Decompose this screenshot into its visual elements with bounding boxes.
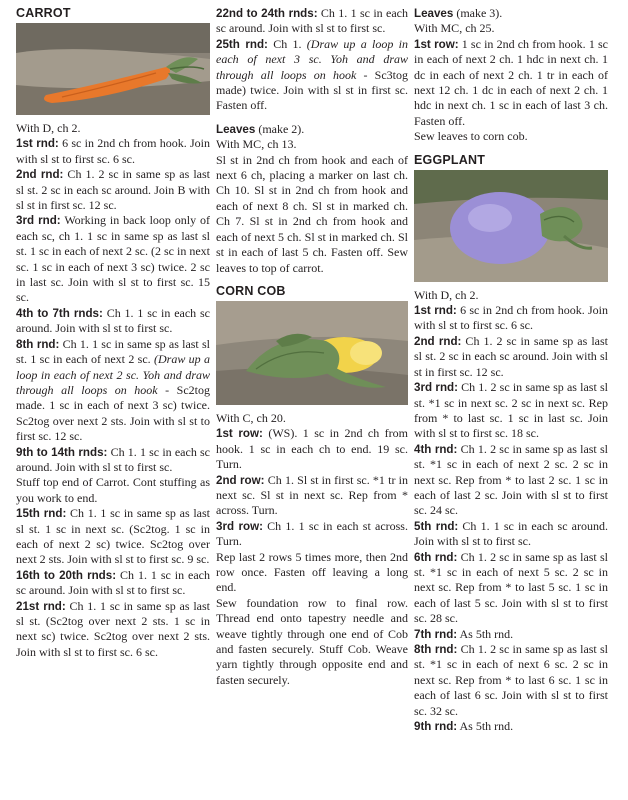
carrot-leaves-heading: Leaves (make 2). [216,121,305,136]
carrot-step: Stuff top end of Carrot. Cont stuffing as you work to end. [16,475,210,505]
corncob-heading: CORN COB [216,283,286,298]
eggplant-step: 7th rnd: As 5th rnd. [414,626,514,641]
eggplant-step: 4th rnd: Ch 1. 2 sc in same sp as last sl st. *1 sc in each of next 2 sc. 2 sc in next sc. Rep from * to last 2 sc. 1 sc in each of last 2 sc. Join with sl st to first sc. 24 sc. [414,441,609,518]
corncob-step: 3rd row: Ch 1. 1 sc in each st across. Turn. [216,518,408,549]
eggplant-step: 8th rnd: Ch 1. 2 sc in same sp as last sl st. *1 sc in each of next 6 sc. 2 sc in next sc. Rep from * to last 6 sc. 1 sc in each of last 6 sc. Join with sl st to first sc. 32 sc. [414,642,609,718]
carrot-step: 25th rnd: Ch 1. (Draw up a loop in each of next 3 sc. Yoh and draw through all loops on hook - Sc3tog made) twice. Join with sl st in first sc. Fasten off. [216,36,408,113]
eggplant-step: 2nd rnd: Ch 1. 2 sc in same sp as last sl st. 2 sc in each sc around. Join with sl st in first sc. 12 sc. [414,333,608,379]
carrot-step: 4th to 7th rnds: Ch 1. 1 sc in each sc around. Join with sl st to first sc. [16,305,211,336]
carrot-step: 8th rnd: Ch 1. 1 sc in same sp as last sl st. 1 sc in each of next 2 sc. (Draw up a loop in each of next 2 sc. Yoh and draw through all loops on hook - Sc2tog made. 1 sc in each of next 3 sc) twice. Sc2tog over next 2 sts. Join with sl st to first sc. 12 sc. [16,336,211,444]
column-3 [414,6,608,734]
carrot-step: 9th to 14th rnds: Ch 1. 1 sc in each sc around. Join with sl st to first sc. [16,444,211,474]
carrot-step: 15th rnd: Ch 1. 1 sc in same sp as last sl st. 1 sc in next sc. (Sc2tog. 1 sc in each of next 2 sc) twice. Sc2tog over next 2 sts. Join with sl st to first sc. 9 sc. [16,506,210,567]
carrot-step: 2nd rnd: Ch 1. 2 sc in same sp as last sl st. 2 sc in each sc around. Join B with sl st in first sc. 12 sc. [16,167,210,213]
column-2 [216,6,408,688]
corncob-leaves-step: Sew leaves to corn cob. [414,129,528,144]
carrot-leaves-intro: With MC, ch 13. [216,137,297,152]
carrot-leaves-text: Sl st in 2nd ch from hook and each of next 6 ch, placing a marker on last ch. Ch 10. Sl st in 2nd ch from hook and each of next 8 ch. Sl st in marked ch. Ch 7. Sl st in 2nd ch from hook and each of next 5 ch. Sl st in marked ch. Sl st in each of last 5 ch. Fasten off. Sew leaves to top of carrot. [216,152,408,275]
corncob-leaves-step: 1st row: 1 sc in 2nd ch from hook. 1 sc in each of next 2 ch. 1 hdc in next ch. 1 dc in each of next 2 ch. 1 tr in each of next 12 ch. 1 dc in each of next 2 ch. 1 hdc in next ch. 1 sc in each of last 3 ch. Fasten off. [414,36,608,128]
eggplant-step: 1st rnd: 6 sc in 2nd ch from hook. Join with sl st to first sc. 6 sc. [414,303,608,333]
carrot-photo [16,23,210,115]
carrot-step: 1st rnd: 6 sc in 2nd ch from hook. Join with sl st to first sc. 6 sc. [16,136,210,166]
eggplant-step: 9th rnd: As 5th rnd. [414,719,514,734]
eggplant-step: 5th rnd: Ch 1. 1 sc in each sc around. Join with sl st to first sc. [414,518,608,549]
carrot-intro: With D, ch 2. [16,121,81,135]
corncob-step: Rep last 2 rows 5 times more, then 2nd row once. Fasten off leaving a long end. [216,549,408,595]
column-1 [16,6,210,660]
carrot-step: 22nd to 24th rnds: Ch 1. 1 sc in each sc around. Join with sl st to first sc. [216,6,409,36]
carrot-step: 3rd rnd: Working in back loop only of each sc, ch 1. 1 sc in same sp as last sl st. 1 sc in each of next 2 sc. (2 sc in next sc. 1 sc in each of next 3 sc) twice. 2 sc in last sc. Join with sl st to first sc. 15 sc. [16,213,210,305]
carrot-heading: CARROT [16,6,71,20]
carrot-step: 16th to 20th rnds: Ch 1. 1 sc in each sc around. Join with sl st to first sc. [16,567,210,598]
corncob-intro: With C, ch 20. [216,410,286,425]
corncob-leaves-intro: With MC, ch 25. [414,21,495,36]
eggplant-photo [414,170,608,282]
eggplant-intro: With D, ch 2. [414,287,479,302]
eggplant-heading: EGGPLANT [414,152,486,167]
corncob-leaves-heading: Leaves (make 3). [414,6,503,20]
carrot-step: 21st rnd: Ch 1. 1 sc in same sp as last sl st. (Sc2tog over next 2 sts. 1 sc in next sc) twice. Sc2tog over next 2 sts. Join with sl st to first sc. 6 sc. [16,598,210,659]
corncob-photo [216,301,408,405]
corncob-step: 1st row: (WS). 1 sc in 2nd ch from hook. 1 sc in each ch to end. 19 sc. Turn. [216,426,408,472]
corncob-step: 2nd row: Ch 1. Sl st in first sc. *1 tr in next sc. Sl st in next sc. Rep from * across. Turn. [216,472,409,518]
corncob-step: Sew foundation row to final row. Thread end onto tapestry needle and weave tightly through one end of Cob and fasten securely. Stuff Cob. Weave yarn tightly through opposite end and fasten securely. [216,595,408,687]
eggplant-step: 6th rnd: Ch 1. 2 sc in same sp as last sl st. *1 sc in each of next 5 sc. 2 sc in next sc. Rep from * to last 5 sc. 1 sc in each of last 5 sc. Join with sl st to first sc. 28 sc. [414,549,609,626]
eggplant-step: 3rd rnd: Ch 1. 2 sc in same sp as last sl st. *1 sc in next sc. 2 sc in next sc. Rep from * to last sc. 1 sc in last sc. Join with sl st to first sc. 18 sc. [414,380,608,441]
